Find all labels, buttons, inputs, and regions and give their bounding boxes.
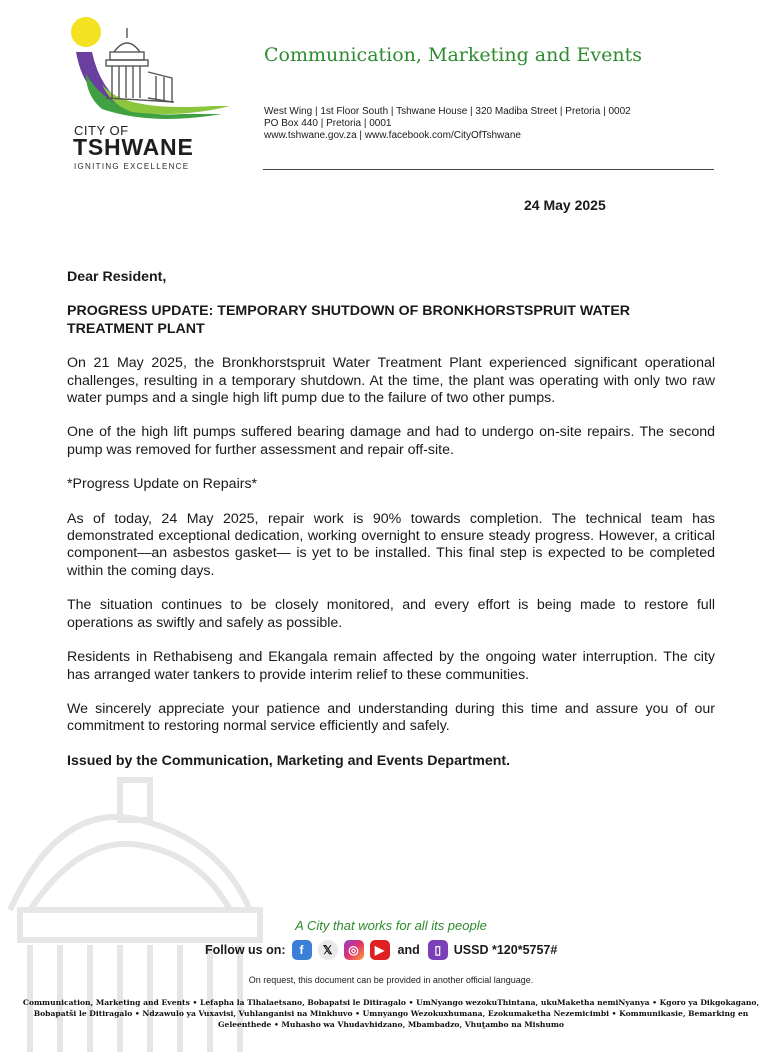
x-icon[interactable]: 𝕏 xyxy=(318,940,338,960)
address-block xyxy=(264,106,631,142)
department-name-translations: Communication, Marketing and Events • Lefapha la Tlhalaetsano, Bobapatsi le Ditiragalo • UmNyango wezokuThintana, ukuMaketha nemiNyanya • Kgoro ya Dikgokagano, Bobapatši le Ditiragalo • Ndzawulo ya Vuxavisi, Vuhlanganisi na Minkhuvo • Umnyango Wezokuxhumana, Ezokumaketha Nezemicimbi • Kommunikasie, Bemarking en Geleenthede • Muhasho wa Vhudavhidzano, Mbambadzo, Vhuṱambo na Mishumo xyxy=(22,998,760,1029)
logo-tshwane-text: TSHWANE xyxy=(73,134,194,160)
letter-date: 24 May 2025 xyxy=(524,197,606,213)
salutation: Dear Resident, xyxy=(67,269,167,285)
footer-slogan: A City that works for all its people xyxy=(295,918,487,933)
and-label: and xyxy=(397,943,420,957)
logo-city-of-text: CITY OF xyxy=(74,123,129,138)
paragraph-progress-subheading: *Progress Update on Repairs* xyxy=(67,476,258,493)
address-line-1: West Wing | 1st Floor South | Tshwane House | 320 Madiba Street | Pretoria | 0002 xyxy=(264,106,631,117)
language-request-note: On request, this document can be provided in another official language. xyxy=(248,975,534,985)
social-follow-bar xyxy=(205,938,557,962)
follow-label: Follow us on: xyxy=(205,943,286,957)
paragraph-affected-areas: Residents in Rethabiseng and Ekangala remain affected by the ongoing water interruption. The city has arranged water tankers to provide interim relief to these communities. xyxy=(67,649,715,683)
instagram-icon[interactable]: ◎ xyxy=(344,940,364,960)
paragraph-pumps: One of the high lift pumps suffered bearing damage and had to undergo on-site repairs. The second pump was removed for further assessment and repair off-site. xyxy=(67,424,715,458)
union-buildings-emblem xyxy=(62,14,242,126)
department-title: Communication, Marketing and Events xyxy=(264,44,643,66)
city-of-tshwane-logo xyxy=(62,14,242,174)
paragraph-appreciation: We sincerely appreciate your patience and understanding during this time and assure you of our commitment to restoring normal service efficiently and safely. xyxy=(67,700,715,735)
letter-body xyxy=(67,269,715,770)
address-line-2: PO Box 440 | Pretoria | 0001 xyxy=(264,118,392,129)
issued-by: Issued by the Communication, Marketing and Events Department. xyxy=(67,752,511,769)
phone-icon[interactable]: ▯ xyxy=(428,940,448,960)
paragraph-monitoring: The situation continues to be closely monitored, and every effort is being made to restore full operations as swiftly and safely as possible. xyxy=(67,597,715,631)
paragraph-shutdown: On 21 May 2025, the Bronkhorstspruit Water Treatment Plant experienced significant operational challenges, resulting in a temporary shutdown. At the time, the plant was operating with only two raw water pumps and a single high lift pump due to the failure of two other pumps. xyxy=(67,355,715,407)
address-line-3: www.tshwane.gov.za | www.facebook.com/CityOfTshwane xyxy=(264,130,521,141)
logo-tagline: IGNITING EXCELLENCE xyxy=(74,162,190,171)
letterhead-divider xyxy=(263,169,714,170)
ussd-code: USSD *120*5757# xyxy=(453,943,558,957)
youtube-icon[interactable]: ▶ xyxy=(370,940,390,960)
letter-heading: PROGRESS UPDATE: TEMPORARY SHUTDOWN OF BRONKHORSTSPRUIT WATER TREATMENT PLANT xyxy=(67,303,631,337)
paragraph-repair-status: As of today, 24 May 2025, repair work is 90% towards completion. The technical team has demonstrated exceptional dedication, working overnight to ensure steady progress. However, a critical component—an asbestos gasket— is yet to be installed. This final step is expected to be completed within the coming days. xyxy=(67,510,715,579)
facebook-icon[interactable]: f xyxy=(292,940,312,960)
